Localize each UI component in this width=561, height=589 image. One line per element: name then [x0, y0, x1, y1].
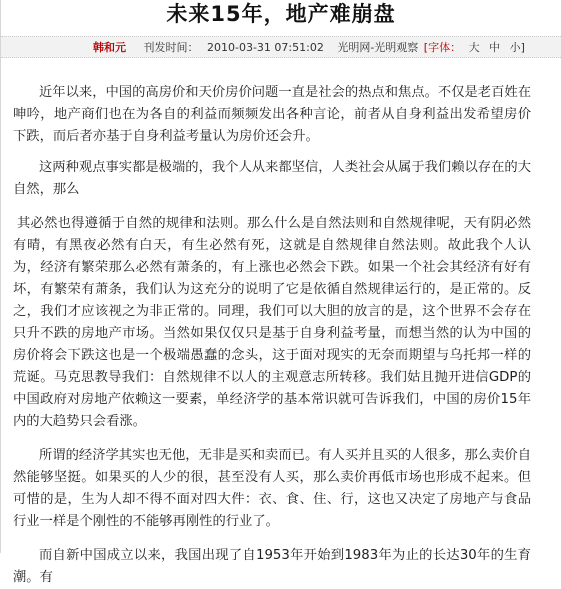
article-title: 未来15年，地产难崩盘	[166, 2, 396, 26]
article-paragraph: 近年以来，中国的高房价和天价房价问题一直是社会的热点和焦点。不仅是老百姓在呻吟，地产商们也在为各自的利益而频频发出各种言论，前者从自身利益出发希望房价下跌，而后者亦基于自身利益考量认为房价还会升。	[13, 85, 531, 144]
article-paragraph: 这两种观点事实都是极端的，我个人从来都坚信，人类社会从属于我们赖以存在的大自然，那么	[13, 160, 531, 197]
author-name[interactable]: 韩和元	[93, 41, 126, 54]
article-paragraph: 所谓的经济学其实也无他，无非是买和卖而已。有人买并且买的人很多，那么卖价自然能够坚挺。如果买的人少的很，甚至没有人买，那么卖价再低市场也形成不起来。但可惜的是，生为人却不得不面对四大件：衣、食、住、行，这也又决定了房地产与食品行业一样是个刚性的不能够再刚性的行业了。	[13, 448, 531, 529]
article-source[interactable]: 光明网-光明观察	[337, 41, 419, 54]
publish-time-label: 刊发时间：	[143, 41, 199, 54]
article-body	[13, 82, 531, 589]
article-paragraph: 其必然也得遵循于自然的规律和法则。那么什么是自然法则和自然规律呢，天有阴必然有晴，有黑夜必然有白天，有生必然有死，这就是自然规律自然法则。故此我个人认为，经济有繁荣那么必然有萧条的，有上涨也必然会下跌。如果一个社会其经济有好有坏，有繁荣有萧条，我们认为这充分的说明了它是依循自然规律运行的，是正常的。反之，我们才应该视之为非正常的。同理，我们可以大胆的放言的是，这个世界不会存在只升不跌的房地产市场。当然如果仅仅只是基于自身利益考量，而想当然的认为中国的房价将会下跌这也是一个极端愚蠢的念头，这于面对现实的无奈而期望与乌托邦一样的荒诞。马克思教导我们：自然规律不以人的主观意志所转移。我们姑且抛开进信GDP的中国政府对房地产依赖这一要素，单经济学的基本常识就可告诉我们，中国的房价15年内的大趋势只会看涨。	[13, 216, 531, 429]
article-paragraph: 而自新中国成立以来，我国出现了自1953年开始到1983年为止的长达30年的生育潮。有	[13, 548, 531, 585]
font-size-label: [字体：	[423, 41, 462, 54]
font-size-medium-button[interactable]: 中	[489, 41, 501, 54]
article-meta-bar	[1, 36, 561, 58]
font-size-small-button[interactable]: 小]	[509, 41, 525, 54]
font-size-large-button[interactable]: 大	[468, 41, 480, 54]
publish-time: 2010-03-31 07:51:02	[207, 41, 324, 54]
